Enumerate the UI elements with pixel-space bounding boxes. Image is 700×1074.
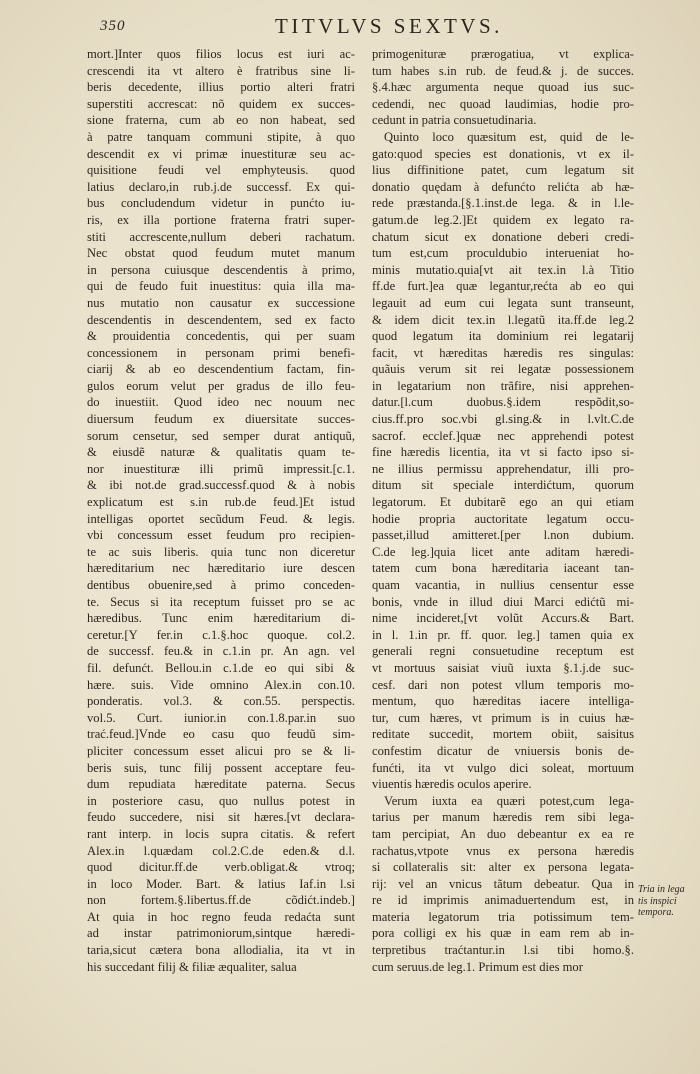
text-line: confestim dicatur de vniuersis bonis de-	[372, 743, 634, 758]
running-head: TITVLVS SEXTVS.	[275, 14, 503, 38]
text-line: in l. 1.in pr. ff. quor. leg.] tamen quia ex	[372, 627, 634, 642]
text-line: rachatus,vtpote vnus ex persona hæredis	[372, 843, 634, 858]
text-line: sorum censetur, sed semper durat antiquũ,	[87, 428, 355, 443]
text-line: hæreditarium nec hæreditario iure descen	[87, 561, 355, 576]
text-line: quod legatum ita dominium rei legatarij	[372, 329, 634, 344]
text-line: lius diffinitione patet, cum legatum sit	[372, 163, 634, 178]
text-line: facit, vt hæreditas hæredis res singulas:	[372, 345, 634, 360]
text-line: gulos eorum velut per gradus de illo feu-	[87, 378, 355, 393]
text-line: chatum sicut ex donatione deberi credi-	[372, 229, 634, 244]
text-line: cesf. dari non potest vllum temporis mo-	[372, 677, 634, 692]
text-line: materia legatorum tria potissimum tem-	[372, 909, 634, 924]
text-line: stiti accrescente,nullum deberi rachatum.	[87, 229, 355, 244]
text-line: ad instar patrimoniorum,sintque hæredi-	[87, 926, 355, 941]
text-line: pliciter concessum esset alicui pro se & li-	[87, 743, 355, 758]
text-line: sione fraterna, cum ab eo non habeat, sed	[87, 113, 355, 128]
text-line: & ibi not.de grad.successf.quod & à nobis	[87, 478, 355, 493]
text-line: hodie propria auctoritate legatum occu-	[372, 511, 634, 526]
text-line: beris suis, tunc filij possent acceptare feu-	[87, 760, 355, 775]
text-line: ceretur.[Y fer.in c.1.§.hoc quoque. col.2.	[87, 627, 355, 642]
text-line: in legatarium non trãfire, nisi apprehen-	[372, 378, 634, 393]
marginal-note-line: Tria in lega	[638, 884, 685, 895]
text-line: tatem cum bona hæreditaria iaceant tan-	[372, 561, 634, 576]
text-line: intelligas oportet secũdum Feud. & legis.	[87, 511, 355, 526]
text-line: tarius per manum hæredis rem sibi lega-	[372, 810, 634, 825]
text-line: terpretibus traćtantur.in l.si tibi homo.§.	[372, 943, 634, 958]
page-header	[0, 14, 700, 44]
text-line: descendit ex vi primæ inuestituræ seu ac-	[87, 146, 355, 161]
text-line: re id imprimis animaduertendum est, in	[372, 893, 634, 908]
text-line: ditum sit speciale interdićtum, quorum	[372, 478, 634, 493]
text-line: à patre tanquam communi stipite, à quo	[87, 129, 355, 144]
text-line: qui de feudo fuit inuestitus: quia illa ma-	[87, 279, 355, 294]
text-line: si collateralis sit: alter ex persona legata-	[372, 860, 634, 875]
text-line: tam percipiat, An duo debeantur ex ea re	[372, 826, 634, 841]
text-line: trać.feud.]Vnde eo casu quo feudũ sim-	[87, 727, 355, 742]
text-line: nus mutatio non causatur ex successione	[87, 295, 355, 310]
text-line: hære. suis. Vide omnino Alex.in con.10.	[87, 677, 355, 692]
text-line: Verum iuxta ea quæri potest,cum lega-	[384, 793, 634, 808]
text-line: cius.ff.pro soc.vbi gl.sing.& in l.vlt.C.de	[372, 412, 634, 427]
text-line: rede præstanda.[§.1.inst.de lega. & in l.le-	[372, 196, 634, 211]
text-line: his succedant filij & filiæ æqualiter, salua	[87, 959, 297, 974]
text-line: beris decedente, illius portio alteri fratri	[87, 80, 355, 95]
text-line: in loco Moder. Bart. & latius Iaf.in l.si	[87, 876, 355, 891]
text-line: minis mutatio.quia[vt ait tex.in l.à Titio	[372, 262, 634, 277]
text-line: nor inuestituræ illi primũ impressit.[c.1.	[87, 461, 355, 476]
text-line: cedunt in patria consuetudinaria.	[372, 113, 537, 128]
text-line: explicatum est s.in rub.de feud.]Et istud	[87, 495, 355, 510]
text-line: cum seruus.de leg.1. Primum est dies mor	[372, 959, 583, 974]
text-line: quam vacantia, in nullius censentur esse	[372, 578, 634, 592]
text-line: diuersum feudum ex diuersitate succes-	[87, 412, 355, 427]
text-line: §.4.hæc argumenta neque quoad ius suc-	[372, 80, 634, 95]
text-line: tum habes s.in rub. de feud.& j. de succes.	[372, 63, 634, 78]
text-line: superstiti accrescat: nõ quidem ex succes-	[87, 96, 355, 111]
text-line: latius declaro,in rub.j.de successf. Ex qui-	[87, 179, 355, 194]
text-line: non fortem.§.libertus.ff.de cõdićt.indeb.]	[87, 893, 355, 908]
text-line: in persona cuiusque descendentis à primo,	[87, 262, 355, 277]
text-line: vbi concessum esset feudum pro recipien-	[87, 528, 355, 543]
marginal-note-line: tempora.	[638, 907, 674, 918]
text-line: te ac suis liberis. quia tunc non diceretur	[87, 544, 355, 559]
text-line: legatorum. Et dubitarẽ ego an qui etiam	[372, 495, 634, 510]
text-line: bonis, vnde in illud diui Marci edićtũ mi-	[372, 594, 634, 609]
marginal-note	[638, 884, 698, 919]
text-line: rant interp. in locis supra citatis. & refert	[87, 826, 355, 841]
text-line: & idem dicit tex.in l.legatũ ita.ff.de leg.2	[372, 312, 634, 327]
text-line: passet,illud amitteret.[per l.non dubium.	[372, 528, 634, 543]
text-line: sacrof. ecclef.]quæ nec apprehendi potest	[372, 428, 634, 443]
text-line: funćti, ita vt vulgo dici soleat, mortuum	[372, 760, 634, 775]
right-text-column	[372, 46, 634, 975]
text-line: rij: vel an vnicus tãtum debeatur. Qua in	[372, 876, 634, 891]
text-line: concessionem in personam primi benefi-	[87, 345, 355, 360]
text-line: tum est,cum proculdubio interueniat ho-	[372, 246, 634, 261]
text-line: gatum.de leg.2.]Et quidem ex legato ra-	[372, 212, 634, 227]
text-line: tur, cum hæres, vt primum is in cuius hæ-	[372, 710, 634, 725]
marginal-note-line: tis inspici	[638, 895, 677, 907]
text-line: C.de leg.]quia licet ante aditam hæredi-	[372, 544, 634, 559]
text-line: quod dicitur.ff.de verb.obligat.& vtroq;	[87, 860, 355, 875]
text-line: de successf. feu.& in c.1.in pr. An agn. vel	[87, 644, 355, 659]
text-line: vt mortuus saisiat viuũ iuxta §.1.j.de suc-	[372, 660, 634, 675]
text-line: taria,sicut cætera bona allodialia, ita vt in	[87, 943, 355, 958]
text-line: do inuestiit. Quod ideo nec nouum nec	[87, 395, 355, 410]
text-line: gato:quod species est donationis, vt ex il-	[372, 146, 634, 161]
text-line: crescendi ita vt altero è fratribus sine li-	[87, 63, 355, 78]
text-line: primogenituræ prærogatiua, vt explica-	[372, 47, 634, 61]
text-line: vol.5. Curt. iunior.in con.1.8.par.in suo	[87, 710, 355, 725]
text-line: hæredibus. Tunc enim hæreditarium di-	[87, 611, 355, 626]
text-line: pora colligi ex his quæ in eam rem ab in-	[372, 926, 634, 941]
text-line: quisitione feudi vel emphyteusis. quod	[87, 163, 355, 178]
text-line: & eiusdẽ naturæ & qualitatis quam te-	[87, 445, 355, 460]
text-line: At quia in hoc regno feuda redaćta sunt	[87, 909, 355, 924]
text-line: feudo succedere, nisi sit hæres.[vt declara-	[87, 810, 355, 825]
text-line: te. Secus si ita receptum fuisset pro se ac	[87, 594, 355, 609]
text-line: mentum, quo hæreditas iacere intelliga-	[372, 694, 634, 709]
text-line: ris, ex illa portione fraterna fratri super-	[87, 212, 355, 227]
text-line: Alex.in l.quædam col.2.C.de eden.& d.l.	[87, 843, 355, 858]
text-line: descendentis in descendentem, sed ex facto	[87, 312, 355, 327]
text-line: dum repudiata hæreditate paterna. Secus	[87, 777, 355, 792]
text-line: reditate succedit, mortem obiit, saisitus	[372, 727, 634, 742]
text-line: nime incideret,[vt volũt Accurs.& Bart.	[372, 611, 634, 626]
text-line: in posteriore casu, quo nullus potest in	[87, 793, 355, 808]
text-line: fil. defunćt. Bellou.in c.1.de eo qui sibi &	[87, 660, 355, 675]
text-line: generali regni consuetudine receptum est	[372, 644, 634, 659]
text-line: ciarij & ab eo descendentium factam, fin-	[87, 362, 355, 377]
text-line: fine hæredis licentia, ita vt si facto ipso si-	[372, 445, 634, 460]
text-line: mort.]Inter quos filios locus est iuri ac-	[87, 47, 355, 61]
text-line: bus concludendum videtur in punćto iu-	[87, 196, 355, 211]
text-line: quãuis verum sit rei legatæ possessionem	[372, 362, 634, 377]
text-line: cedendi, nec quoad laudimias, hodie pro-	[372, 96, 634, 111]
text-line: Nec obstat quod feudum mutet manum	[87, 246, 355, 261]
text-line: donatio quędam à defunćto relićta ab hæ-	[372, 179, 634, 194]
left-text-column	[87, 46, 355, 975]
text-line: ne illius permissu apprehendatur, illi pro-	[372, 461, 634, 476]
text-line: datur.[l.cum duobus.§.idem respõdit,so-	[372, 395, 634, 410]
text-line: Quinto loco quæsitum est, quid de le-	[384, 129, 634, 144]
page-number: 350	[100, 18, 126, 34]
text-line: & prouidentia concedentis, qui per suam	[87, 329, 355, 344]
text-line: legauit ad eum cui legata sunt transeunt,	[372, 295, 634, 310]
text-line: viuentis hæredis oculos aperire.	[372, 777, 532, 792]
text-line: ff.de furt.]ea quæ legantur,rećta ab eo qui	[372, 279, 634, 294]
text-line: ponderatis. vol.3. & con.55. perspectis.	[87, 694, 355, 709]
text-line: dentibus obuenire,sed à primo conceden-	[87, 578, 355, 592]
